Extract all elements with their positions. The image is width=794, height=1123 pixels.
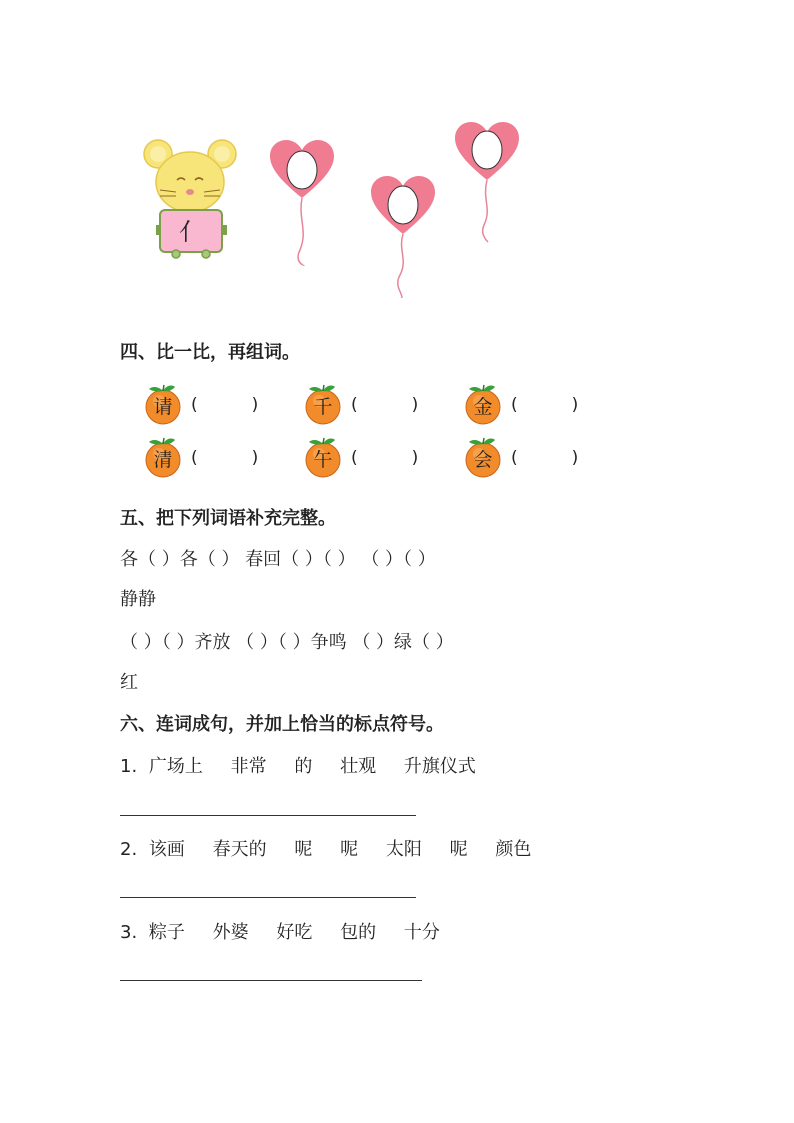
idiom-line-1: 各（ ）各（ ） 春回（ ）（ ） （ ）（ ）: [120, 549, 436, 570]
mouse-card-char: 亻: [179, 218, 203, 246]
word: 的: [294, 756, 313, 777]
compare-char: 请: [153, 396, 173, 418]
word: 包的: [340, 922, 377, 943]
balloon-heart-1: [270, 140, 334, 265]
answer-blank[interactable]: ( ): [351, 395, 419, 415]
idiom-line-2: （ ）（ ）齐放 （ ）（ ）争鸣 （ ）绿（ ）: [120, 632, 454, 653]
word: 颜色: [495, 839, 532, 860]
top-illustration: [130, 110, 550, 310]
orange-char-badge: [145, 436, 181, 476]
idiom-line-1-wrap: 静静: [120, 589, 156, 610]
word: 该画: [148, 839, 185, 860]
sentence-item-3: [120, 918, 440, 944]
word: 粽子: [148, 922, 185, 943]
word: 十分: [403, 922, 440, 943]
orange-char-badge: [305, 436, 341, 476]
compare-char: 金: [473, 396, 493, 418]
item-number: 2.: [120, 839, 138, 860]
answer-blank[interactable]: ( ): [511, 448, 579, 468]
word: 升旗仪式: [403, 756, 476, 777]
compare-char: 会: [473, 449, 493, 471]
word: 呢: [294, 839, 313, 860]
item-number: 1.: [120, 756, 138, 777]
compare-char: 千: [313, 396, 333, 418]
sentence-item-1: [120, 752, 476, 778]
word: 呢: [449, 839, 468, 860]
answer-blank[interactable]: ( ): [511, 395, 579, 415]
sentence-item-2: [120, 835, 531, 861]
word: 非常: [230, 756, 267, 777]
orange-char-badge: [305, 383, 341, 423]
balloon-heart-2: [371, 176, 435, 298]
orange-char-badge: [465, 436, 501, 476]
word: 太阳: [385, 839, 422, 860]
illustration-svg: [130, 110, 550, 310]
compare-char: 清: [153, 449, 173, 471]
word: 好吃: [276, 922, 313, 943]
idiom-line-2-wrap: 红: [120, 672, 138, 693]
balloon-heart-3: [455, 122, 519, 242]
answer-blank[interactable]: ( ): [191, 395, 259, 415]
answer-line-2[interactable]: [120, 897, 416, 898]
word: 呢: [340, 839, 359, 860]
section6-heading: 六、连词成句，并加上恰当的标点符号。: [120, 714, 444, 735]
answer-line-3[interactable]: [120, 980, 422, 981]
word: 外婆: [212, 922, 249, 943]
item-number: 3.: [120, 922, 138, 943]
word: 广场上: [148, 756, 203, 777]
orange-char-badge: [465, 383, 501, 423]
section4-heading: 四、比一比，再组词。: [120, 342, 300, 363]
orange-char-badge: [145, 383, 181, 423]
word: 壮观: [340, 756, 377, 777]
answer-blank[interactable]: ( ): [351, 448, 419, 468]
compare-char: 午: [313, 449, 333, 471]
section5-heading: 五、把下列词语补充完整。: [120, 508, 336, 529]
word: 春天的: [212, 839, 267, 860]
answer-line-1[interactable]: [120, 815, 416, 816]
answer-blank[interactable]: ( ): [191, 448, 259, 468]
